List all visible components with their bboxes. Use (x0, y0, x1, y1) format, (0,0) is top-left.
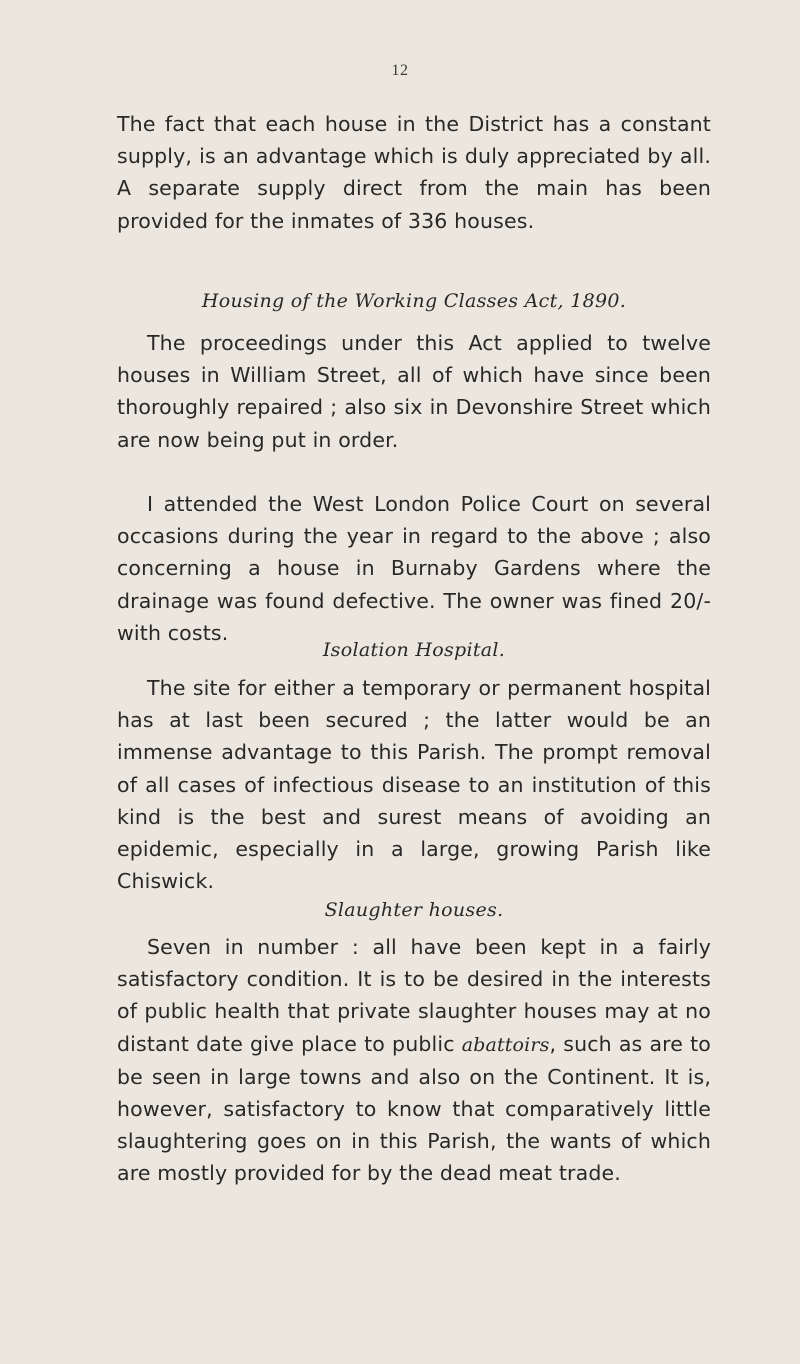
paragraph-housing-proceedings (117, 327, 711, 456)
section-heading-slaughter-houses (117, 896, 711, 924)
paragraph-police-court (117, 488, 711, 649)
section-heading: Slaughter houses. (324, 899, 504, 921)
paragraph-text: The proceedings under this Act applied to twelve houses in William Street, all of which have since been thoroughly repaired ; also six in Devonshire Street which are now being put in order. (117, 331, 711, 452)
section-heading: Housing of the Working Classes Act, 1890. (201, 290, 627, 312)
paragraph-text: The site for either a temporary or permanent hospital has at last been secured ; the latter would be an immense advantage to this Parish. The prompt removal of all cases of infectious disease to an institution of this kind is the best and surest means of avoiding an epidemic, especially in a large, growing Parish like Chiswick. (117, 676, 711, 894)
paragraph-text-part: Seven in number : all have been kept in a fairly satisfactory condition. It is to be desired in the interests of public health that private slaughter houses may at no distant date give place to public (117, 935, 711, 1056)
paragraph-isolation-hospital (117, 672, 711, 897)
paragraph-text (117, 931, 711, 1190)
paragraph-slaughter-houses (117, 931, 711, 1190)
paragraph-text-part: , such as are to be seen in large towns and also on the Continent. It is, however, satisfactory to know that comparatively little slaughtering goes on in this Parish, the wants of which are mostly provided for by the dead meat trade. (117, 1031, 711, 1186)
paragraph-water-supply (117, 108, 711, 237)
section-heading-isolation-hospital (117, 636, 711, 664)
section-heading-housing (117, 287, 711, 315)
paragraph-text: I attended the West London Police Court on several occasions during the year in regard to the above ; also concerning a house in Burnaby Gardens where the drainage was found defective. The owner was fined 20/- with costs. (117, 492, 711, 645)
paragraph-text: The fact that each house in the District has a constant supply, is an advantage which is duly appreciated by all. A separate supply direct from the main has been provided for the inmates of 336 houses. (117, 112, 711, 233)
italic-term: abattoirs (461, 1033, 550, 1056)
page-number: 12 (391, 62, 409, 79)
section-heading: Isolation Hospital. (322, 639, 506, 661)
